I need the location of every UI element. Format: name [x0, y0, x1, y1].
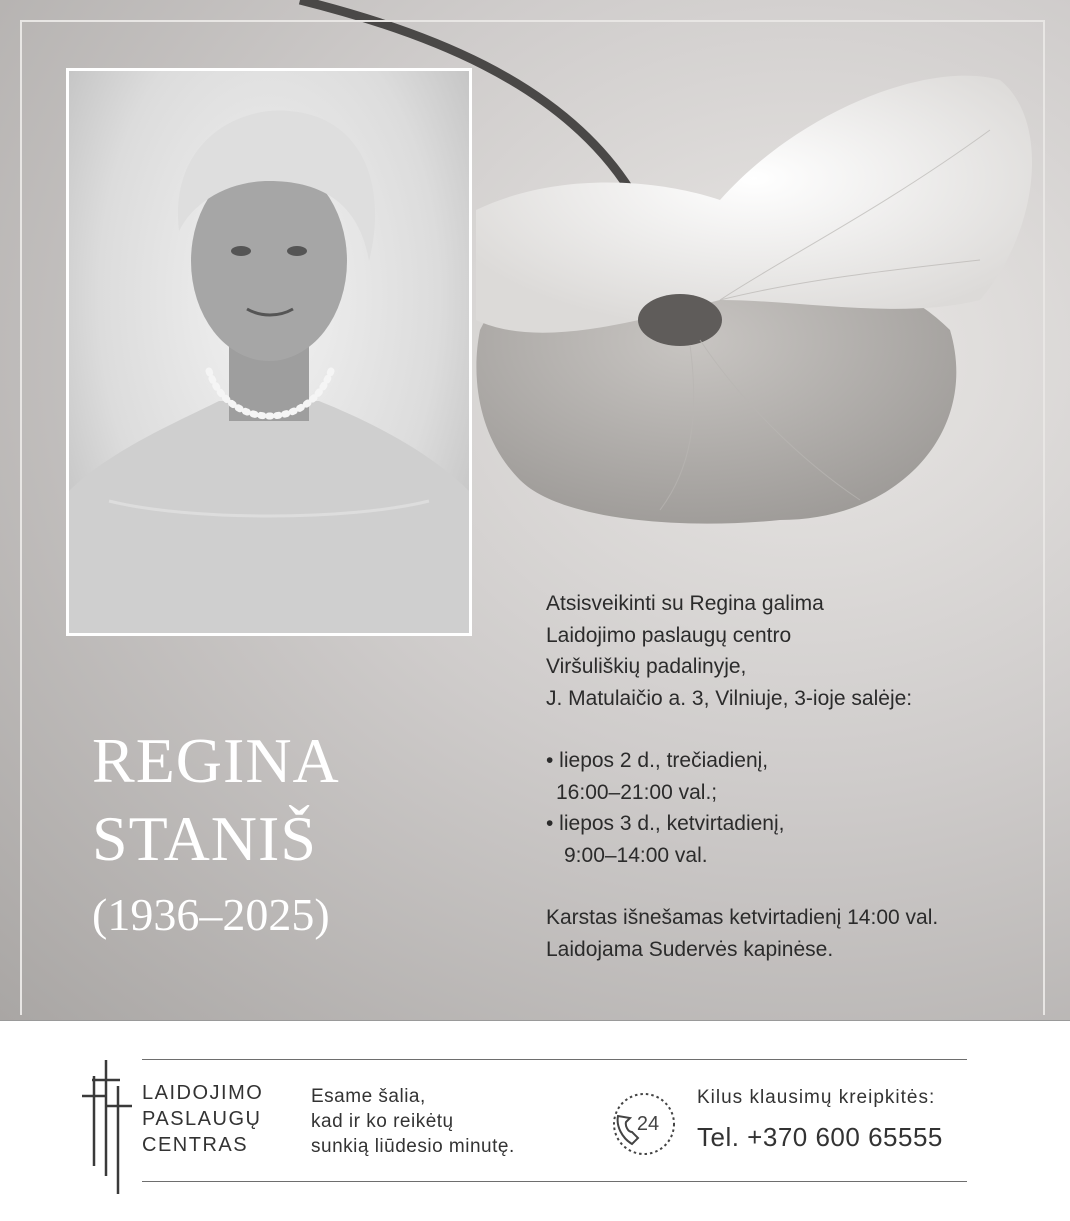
- life-years: (1936–2025): [92, 889, 330, 940]
- schedule-day-1: • liepos 2 d., trečiadienį,: [546, 749, 769, 772]
- phone-24-icon: [608, 1088, 680, 1160]
- slogan-line: kad ir ko reikėtų: [311, 1111, 454, 1132]
- footer-bottom-rule: [142, 1181, 967, 1182]
- schedule-time-1: 16:00–21:00 val.;: [556, 780, 718, 804]
- footer-top-rule: [142, 1059, 967, 1060]
- last-name: STANIŠ: [92, 803, 317, 874]
- logo-line: CENTRAS: [142, 1134, 249, 1156]
- slogan-line: sunkią liūdesio minutę.: [311, 1136, 515, 1157]
- company-logo-text: [142, 1080, 263, 1158]
- phone-icon-text: 24: [636, 1113, 660, 1135]
- coffin-departure: Karstas išnešamas ketvirtadienį 14:00 val.: [546, 906, 939, 929]
- info-line: Atsisveikinti su Regina galima: [546, 592, 824, 615]
- info-line: Viršuliškių padalinyje,: [546, 655, 747, 678]
- company-slogan: [311, 1084, 515, 1159]
- first-name: REGINA: [92, 725, 340, 796]
- farewell-info: [546, 588, 938, 965]
- info-address: J. Matulaičio a. 3, Vilniuje, 3-ioje salėje:: [546, 686, 913, 710]
- schedule-day-2: • liepos 3 d., ketvirtadienį,: [546, 812, 785, 835]
- contact-phone[interactable]: Tel. +370 600 65555: [697, 1122, 943, 1152]
- burial-place: Laidojama Sudervės kapinėse.: [546, 937, 834, 961]
- deceased-name: [92, 722, 340, 878]
- portrait-photo: [66, 68, 472, 636]
- slogan-line: Esame šalia,: [311, 1086, 426, 1107]
- triple-cross-icon: [80, 1056, 136, 1196]
- logo-line: LAIDOJIMO: [142, 1082, 264, 1104]
- portrait-illustration: [69, 71, 469, 633]
- logo-line: PASLAUGŲ: [142, 1108, 262, 1130]
- contact-label: Kilus klausimų kreipkitės:: [697, 1087, 936, 1108]
- info-line: Laidojimo paslaugų centro: [546, 623, 792, 647]
- schedule-time-2: 9:00–14:00 val.: [564, 843, 708, 867]
